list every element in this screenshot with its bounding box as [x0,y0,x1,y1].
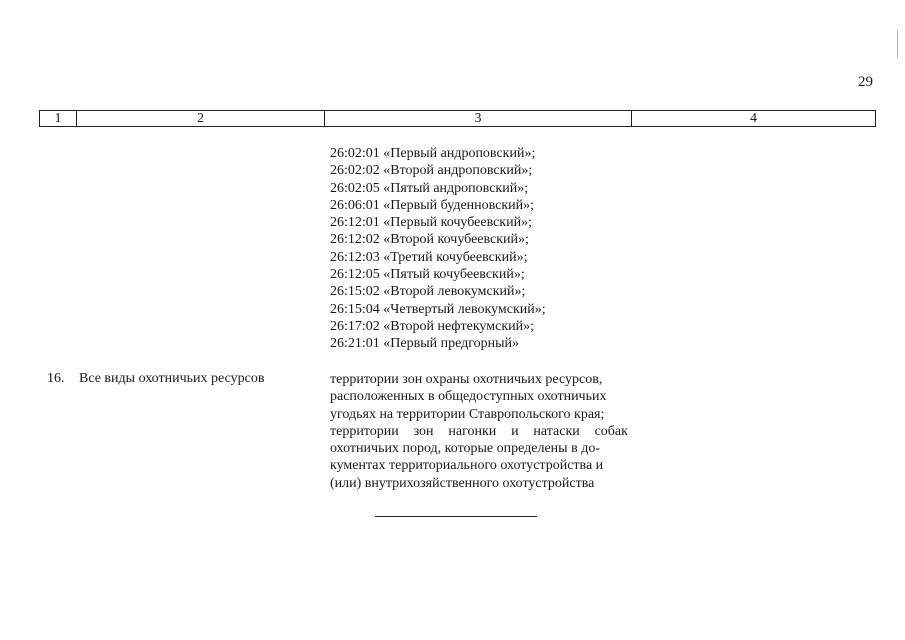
table-header-cell-2: 2 [77,111,325,126]
list-item: 26:21:01 «Первый предгорный» [330,336,520,352]
territory-line: территории зон охраны охотничьих ресурсов, [330,372,603,387]
table-header-cell-3: 3 [325,111,632,126]
page-edge-mark [897,30,898,58]
table-header-cell-4: 4 [750,111,757,126]
list-item: 26:15:02 «Второй левокумский»; [330,284,526,300]
hunting-area-list [330,145,546,353]
territory-word: территории [330,423,399,439]
territory-word: и [511,423,519,439]
row-16-resource: Все виды охотничьих ресурсов [79,371,265,386]
territory-word: натаски [533,423,580,439]
list-item: 26:02:01 «Первый андроповский»; [330,146,536,161]
list-item: 26:02:02 «Второй андроповский»; [330,163,533,179]
row-16-number: 16. [47,371,65,386]
row-16-territory [330,371,628,492]
page-number: 29 [858,74,873,90]
territory-line-justified [330,423,628,440]
territory-word: зон [413,423,434,439]
end-separator-line [375,516,537,517]
list-item: 26:12:05 «Пятый кочубеевский»; [330,267,525,283]
table-header-cell-1: 1 [40,111,77,126]
list-item: 26:12:03 «Третий кочубеевский»; [330,249,528,265]
territory-line: охотничьих пород, которые определены в до- [330,441,600,457]
territory-line: (или) внутрихозяйственного охотустройства [330,475,595,491]
territory-line: расположенных в общедоступных охотничьих [330,389,607,405]
list-item: 26:06:01 «Первый буденновский»; [330,197,535,213]
territory-word: собак [594,423,628,439]
table-header-row [39,110,876,127]
list-item: 26:12:02 «Второй кочубеевский»; [330,232,529,248]
territory-line: кументах территориального охотустройства и [330,458,604,474]
list-item: 26:15:04 «Четвертый левокумский»; [330,301,546,317]
list-item: 26:12:01 «Первый кочубеевский»; [330,215,532,231]
list-item: 26:17:02 «Второй нефтекумский»; [330,318,534,334]
territory-word: нагонки [448,423,497,439]
list-item: 26:02:05 «Пятый андроповский»; [330,180,529,196]
territory-line: угодьях на территории Ставропольского края; [330,406,605,422]
